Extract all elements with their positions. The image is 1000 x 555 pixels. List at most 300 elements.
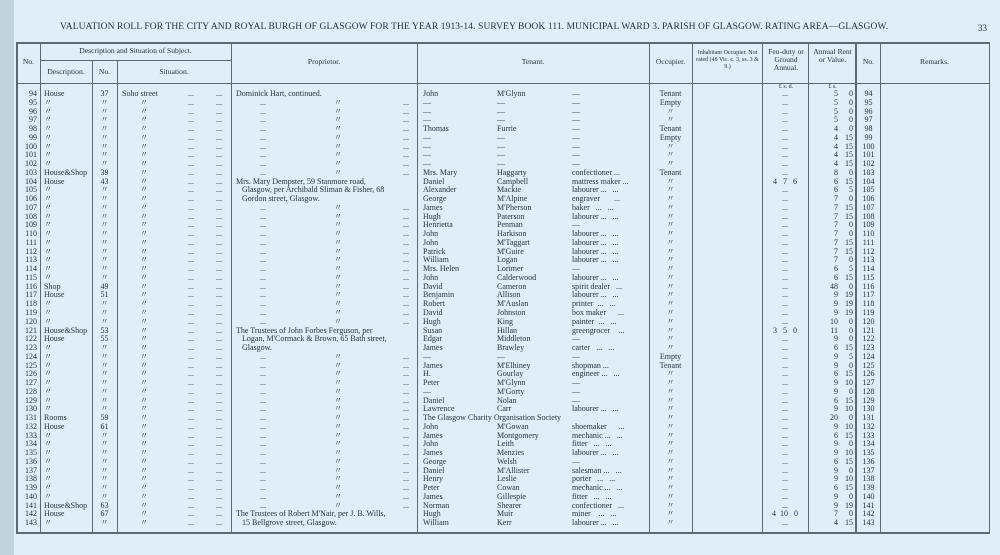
- proprietor-dots: ...: [403, 456, 409, 466]
- rent-pounds: 9: [834, 474, 838, 484]
- rent-pounds: 5: [834, 89, 838, 98]
- tenant-occupation: labourer ... ...: [572, 237, 619, 247]
- row-house-number: 61: [100, 421, 109, 431]
- proprietor-ditto: 〃: [334, 378, 342, 388]
- table-row: [0, 308, 1000, 317]
- row-house-number: 〃: [100, 150, 109, 160]
- feu-duty: ...: [782, 167, 788, 177]
- situation-dots: ...: [216, 316, 222, 326]
- situation-dots: ...: [216, 246, 222, 256]
- proprietor-dots: ...: [260, 351, 266, 361]
- proprietor-dots: ...: [403, 106, 409, 116]
- situation-dots: ...: [216, 518, 222, 528]
- proprietor-dots: ...: [260, 167, 266, 177]
- row-description: 〃: [44, 159, 52, 169]
- proprietor-dots: ...: [260, 220, 266, 230]
- rent-pounds: 6: [834, 185, 838, 195]
- tenant-surname: M'Guire: [497, 246, 524, 256]
- proprietor-dots: ...: [260, 500, 266, 510]
- tenant-first-name: James: [423, 202, 443, 212]
- row-description: 〃: [44, 255, 52, 265]
- proprietor-ditto: 〃: [334, 272, 342, 282]
- row-house-number: 〃: [100, 439, 109, 449]
- row-house-number: 〃: [100, 211, 109, 221]
- situation-dots: ...: [188, 430, 194, 440]
- tenant-surname: —: [497, 97, 505, 107]
- row-situation: 〃: [140, 115, 148, 125]
- situation-dots: ...: [216, 281, 222, 291]
- tenant-occupation: —: [572, 220, 580, 230]
- tenant-surname: Penman: [497, 220, 523, 230]
- tenant-first-name: John: [423, 439, 439, 449]
- proprietor-ditto: 〃: [334, 159, 342, 169]
- situation-dots: ...: [216, 150, 222, 160]
- row-number-right: 138: [862, 474, 875, 484]
- rent-pounds: 4: [834, 518, 838, 528]
- row-number-right: 140: [862, 491, 875, 501]
- row-number: 126: [25, 369, 37, 379]
- situation-dots: ...: [216, 211, 222, 221]
- feu-duty: ...: [782, 439, 788, 449]
- rent-pounds: 7: [834, 237, 838, 247]
- row-description: 〃: [44, 386, 52, 396]
- feu-duty: ...: [782, 421, 788, 431]
- rent-shillings: 15: [845, 430, 853, 440]
- row-description: 〃: [44, 150, 52, 160]
- row-number: 142: [25, 509, 37, 519]
- row-situation: 〃: [140, 465, 148, 475]
- occupier-status: 〃: [666, 413, 675, 423]
- row-number-right: 99: [864, 132, 873, 142]
- rent-pounds: 9: [834, 448, 838, 458]
- row-house-number: 〃: [100, 395, 109, 405]
- situation-dots: ...: [216, 132, 222, 142]
- row-house-number: 〃: [100, 202, 109, 212]
- proprietor-dots: ...: [260, 255, 266, 265]
- row-proprietor: The Trustees of John Forbes Ferguson, per: [236, 325, 373, 335]
- row-situation: 〃: [140, 378, 148, 388]
- proprietor-dots: ...: [403, 246, 409, 256]
- occupier-status: 〃: [666, 150, 675, 160]
- rent-shillings: 15: [845, 202, 853, 212]
- rent-pounds: 5: [834, 115, 838, 125]
- tenant-occupation: —: [572, 124, 580, 134]
- tenant-surname: M'Auslan: [497, 299, 529, 309]
- situation-dots: ...: [216, 500, 222, 510]
- table-row: [0, 474, 1000, 483]
- table-row: [0, 142, 1000, 151]
- header-situation: Situation.: [159, 67, 189, 76]
- tenant-first-name: John: [423, 89, 439, 98]
- row-number: 104: [25, 176, 37, 186]
- rent-shillings: 15: [845, 456, 853, 466]
- tenant-occupation: carter ... ...: [572, 343, 615, 353]
- tenant-surname: Gourlay: [497, 369, 524, 379]
- tenant-first-name: William: [423, 518, 449, 528]
- feu-duty: ...: [782, 369, 788, 379]
- row-house-number: 〃: [100, 132, 109, 142]
- situation-dots: ...: [188, 334, 194, 344]
- row-description: 〃: [44, 246, 52, 256]
- situation-dots: ...: [188, 360, 194, 370]
- row-house-number: 〃: [100, 246, 109, 256]
- tenant-first-name: George: [423, 194, 447, 204]
- rent-shillings: 15: [845, 132, 853, 142]
- occupier-status: 〃: [666, 194, 675, 204]
- tenant-surname: Campbell: [497, 176, 529, 186]
- proprietor-ditto: 〃: [334, 395, 342, 405]
- tenant-first-name: William: [423, 255, 449, 265]
- row-situation: 〃: [140, 194, 148, 204]
- tenant-first-name: —: [423, 97, 431, 107]
- situation-dots: ...: [188, 202, 194, 212]
- situation-dots: ...: [216, 124, 222, 134]
- row-house-number: 〃: [100, 474, 109, 484]
- row-description: 〃: [44, 211, 52, 221]
- row-description: 〃: [44, 456, 52, 466]
- proprietor-dots: ...: [260, 369, 266, 379]
- proprietor-dots: ...: [260, 439, 266, 449]
- row-description: 〃: [44, 430, 52, 440]
- situation-dots: ...: [188, 316, 194, 326]
- row-situation: 〃: [140, 150, 148, 160]
- row-description: Shop: [44, 281, 61, 291]
- tenant-first-name: Benjamin: [423, 290, 455, 300]
- feu-duty: ...: [782, 404, 788, 414]
- row-description: 〃: [44, 343, 52, 353]
- situation-dots: ...: [188, 132, 194, 142]
- tenant-surname: Welsh: [497, 456, 517, 466]
- occupier-status: 〃: [666, 483, 675, 493]
- situation-dots: ...: [216, 141, 222, 151]
- row-house-number: 〃: [100, 378, 109, 388]
- tenant-surname: Paterson: [497, 211, 525, 221]
- rent-shillings: 15: [845, 237, 853, 247]
- table-row: [0, 404, 1000, 413]
- tenant-surname: M'Alpine: [497, 194, 528, 204]
- tenant-surname: Kerr: [497, 518, 512, 528]
- tenant-first-name: —: [423, 386, 431, 396]
- rent-pounds: 7: [834, 211, 838, 221]
- situation-dots: ...: [216, 106, 222, 116]
- rent-pounds: 6: [834, 343, 838, 353]
- proprietor-dots: ...: [403, 115, 409, 125]
- row-description: House&Shop: [44, 325, 88, 335]
- tenant-surname: M'Allister: [497, 465, 530, 475]
- situation-dots: ...: [188, 448, 194, 458]
- tenant-occupation: labourer ... ...: [572, 246, 619, 256]
- rent-shillings: 19: [845, 299, 853, 309]
- proprietor-dots: ...: [403, 132, 409, 142]
- table-row: [0, 518, 1000, 527]
- tenant-surname: M'Elhiney: [497, 360, 531, 370]
- table-row: [0, 343, 1000, 352]
- row-number-right: 139: [862, 483, 875, 493]
- situation-dots: ...: [216, 334, 222, 344]
- row-number: 122: [25, 334, 37, 344]
- rent-pounds: 9: [834, 404, 838, 414]
- row-number: 124: [25, 351, 37, 361]
- rent-pounds: 9: [834, 439, 838, 449]
- proprietor-dots: ...: [260, 404, 266, 414]
- proprietor-ditto: 〃: [334, 491, 342, 501]
- rent-pounds: 7: [834, 220, 838, 230]
- table-row: [0, 185, 1000, 194]
- row-situation: 〃: [140, 430, 148, 440]
- tenant-occupation: mechanic ... ...: [572, 483, 623, 493]
- row-situation: 〃: [140, 404, 148, 414]
- row-description: House: [44, 89, 65, 98]
- proprietor-ditto: 〃: [334, 404, 342, 414]
- table-row: [0, 299, 1000, 308]
- tenant-occupation: fitter ... ...: [572, 439, 612, 449]
- table-row: [0, 107, 1000, 116]
- situation-dots: ...: [216, 220, 222, 230]
- situation-dots: ...: [188, 159, 194, 169]
- occupier-status: 〃: [666, 290, 675, 300]
- page-title: VALUATION ROLL FOR THE CITY AND ROYAL BURGH OF GLASGOW FOR THE YEAR 1913-14. SURVEY BOOK 111. MUNICIPAL WARD 3. PARISH OF GLASGOW. RATING AREA—GLASGOW.: [60, 22, 889, 32]
- rent-pounds: 9: [834, 334, 838, 344]
- row-number-right: 115: [862, 272, 875, 282]
- tenant-first-name: James: [423, 448, 443, 458]
- row-number: 135: [25, 448, 37, 458]
- proprietor-dots: ...: [260, 97, 266, 107]
- proprietor-ditto: 〃: [334, 369, 342, 379]
- row-number-right: 96: [864, 106, 873, 116]
- rent-pounds: 7: [834, 202, 838, 212]
- proprietor-dots: ...: [403, 290, 409, 300]
- row-number-right: 124: [862, 351, 875, 361]
- tenant-first-name: James: [423, 430, 443, 440]
- rent-pounds: 5: [834, 97, 838, 107]
- feu-duty: ...: [782, 343, 788, 353]
- tenant-occupation: salesman ... ...: [572, 465, 622, 475]
- situation-dots: ...: [188, 351, 194, 361]
- row-house-number: 〃: [100, 255, 109, 265]
- table-row: [0, 115, 1000, 124]
- rent-pounds: 9: [834, 290, 838, 300]
- table-row: [0, 483, 1000, 492]
- situation-dots: ...: [188, 237, 194, 247]
- tenant-occupation: —: [572, 141, 580, 151]
- row-house-number: 39: [100, 167, 109, 177]
- occupier-status: Empty: [659, 97, 682, 107]
- rent-pounds: 6: [834, 483, 838, 493]
- tenant-surname: —: [497, 115, 505, 125]
- occupier-status: 〃: [666, 386, 675, 396]
- row-situation: 〃: [140, 246, 148, 256]
- rent-pounds: 4: [834, 141, 838, 151]
- row-number-right: 141: [862, 500, 875, 510]
- row-number: 134: [25, 439, 37, 449]
- row-situation: 〃: [140, 211, 148, 221]
- proprietor-dots: ...: [260, 290, 266, 300]
- tenant-first-name: Hugh: [423, 509, 441, 519]
- situation-dots: ...: [188, 343, 194, 353]
- rent-shillings: 0: [849, 439, 853, 449]
- row-description: 〃: [44, 404, 52, 414]
- proprietor-dots: ...: [260, 202, 266, 212]
- situation-dots: ...: [216, 386, 222, 396]
- row-description: 〃: [44, 115, 52, 125]
- row-situation: 〃: [140, 299, 148, 309]
- row-description: 〃: [44, 308, 52, 317]
- row-number-right: 103: [862, 167, 875, 177]
- row-house-number: 〃: [100, 518, 109, 528]
- tenant-occupation: —: [572, 115, 580, 125]
- proprietor-dots: ...: [403, 430, 409, 440]
- header-proprietor: Proprietor.: [307, 57, 341, 66]
- situation-dots: ...: [216, 115, 222, 125]
- tenant-occupation: labourer ... ...: [572, 290, 619, 300]
- row-house-number: 59: [100, 413, 109, 423]
- rent-pounds: 4: [834, 159, 838, 169]
- proprietor-dots: ...: [403, 308, 409, 317]
- row-number-right: 128: [862, 386, 875, 396]
- rent-pounds: 9: [834, 308, 838, 317]
- row-number: 143: [25, 518, 37, 528]
- proprietor-ditto: 〃: [334, 150, 342, 160]
- proprietor-dots: ...: [260, 229, 266, 239]
- feu-duty: ...: [782, 89, 788, 98]
- rent-shillings: 0: [849, 316, 853, 326]
- tenant-occupation: —: [572, 456, 580, 466]
- proprietor-dots: ...: [260, 474, 266, 484]
- feu-duty: ...: [782, 448, 788, 458]
- occupier-status: Tenant: [659, 89, 682, 98]
- row-number-right: 114: [862, 264, 875, 274]
- occupier-status: 〃: [666, 220, 675, 230]
- rent-shillings: 15: [845, 272, 853, 282]
- tenant-first-name: Henry: [423, 474, 443, 484]
- rent-shillings: 19: [845, 500, 853, 510]
- table-row: [0, 352, 1000, 361]
- row-house-number: 〃: [100, 456, 109, 466]
- proprietor-dots: ...: [260, 272, 266, 282]
- occupier-status: 〃: [666, 325, 675, 335]
- proprietor-ditto: 〃: [334, 167, 342, 177]
- header-description: Description.: [47, 67, 85, 76]
- row-number: 125: [25, 360, 37, 370]
- row-number: 113: [25, 255, 37, 265]
- row-description: 〃: [44, 474, 52, 484]
- proprietor-dots: ...: [260, 386, 266, 396]
- proprietor-ditto: 〃: [334, 413, 342, 423]
- row-situation: 〃: [140, 220, 148, 230]
- tenant-surname: Cowan: [497, 483, 520, 493]
- tenant-occupation: —: [572, 97, 580, 107]
- row-number: 112: [25, 246, 37, 256]
- situation-dots: ...: [188, 518, 194, 528]
- tenant-occupation: —: [572, 395, 580, 405]
- feu-units: £ s. d.: [778, 84, 794, 90]
- tenant-surname: Gillespie: [497, 491, 526, 501]
- proprietor-ditto: 〃: [334, 290, 342, 300]
- tenant-surname: —: [497, 351, 505, 361]
- rent-shillings: 15: [845, 343, 853, 353]
- feu-duty: ...: [782, 386, 788, 396]
- occupier-status: 〃: [666, 378, 675, 388]
- occupier-status: 〃: [666, 115, 675, 125]
- situation-dots: ...: [216, 395, 222, 405]
- row-situation: 〃: [140, 255, 148, 265]
- situation-dots: ...: [216, 465, 222, 475]
- table-row: [0, 282, 1000, 291]
- row-description: 〃: [44, 483, 52, 493]
- situation-dots: ...: [188, 255, 194, 265]
- proprietor-dots: ...: [403, 211, 409, 221]
- row-situation: Soho street: [122, 89, 158, 98]
- proprietor-dots: ...: [260, 421, 266, 431]
- tenant-surname: Logan: [497, 255, 518, 265]
- situation-dots: ...: [188, 246, 194, 256]
- row-number-right: 129: [862, 395, 875, 405]
- table-row: [0, 238, 1000, 247]
- row-house-number: 〃: [100, 430, 109, 440]
- row-number-right: 131: [862, 413, 875, 423]
- situation-dots: ...: [216, 229, 222, 239]
- situation-dots: ...: [216, 167, 222, 177]
- row-situation: 〃: [140, 421, 148, 431]
- row-situation: 〃: [140, 97, 148, 107]
- header-no: No.: [22, 57, 35, 66]
- tenant-occupation: shopman ...: [572, 360, 609, 370]
- rent-pounds: 10: [830, 316, 838, 326]
- row-house-number: 51: [100, 290, 109, 300]
- tenant-first-name: Susan: [423, 325, 443, 335]
- rent-pounds: 7: [834, 229, 838, 239]
- occupier-status: 〃: [666, 246, 675, 256]
- feu-duty: 4 7 6: [773, 176, 797, 186]
- table-row: [0, 413, 1000, 422]
- row-description: House&Shop: [44, 500, 88, 510]
- feu-duty: ...: [782, 141, 788, 151]
- situation-dots: ...: [188, 404, 194, 414]
- tenant-first-name: Henrietta: [423, 220, 453, 230]
- rent-pounds: 9: [834, 421, 838, 431]
- proprietor-ditto: 〃: [334, 237, 342, 247]
- occupier-status: Tenant: [659, 167, 682, 177]
- proprietor-dots: ...: [403, 124, 409, 134]
- situation-dots: ...: [216, 439, 222, 449]
- occupier-status: 〃: [666, 343, 675, 353]
- feu-duty: ...: [782, 413, 788, 423]
- rent-shillings: 0: [849, 386, 853, 396]
- rent-pounds: 6: [834, 176, 838, 186]
- situation-dots: ...: [216, 360, 222, 370]
- rent-pounds: 9: [834, 465, 838, 475]
- occupier-status: 〃: [666, 439, 675, 449]
- rent-shillings: 10: [845, 474, 853, 484]
- table-bottom-border: [16, 532, 990, 534]
- proprietor-dots: ...: [260, 211, 266, 221]
- row-situation: 〃: [140, 509, 148, 519]
- row-number-right: 106: [862, 194, 875, 204]
- feu-duty: ...: [782, 211, 788, 221]
- tenant-surname: Carr: [497, 404, 512, 414]
- proprietor-dots: ...: [260, 413, 266, 423]
- rent-shillings: 0: [849, 325, 853, 335]
- row-situation: 〃: [140, 395, 148, 405]
- row-proprietor: Dominick Hart, continued.: [236, 89, 322, 98]
- row-number: 129: [25, 395, 37, 405]
- situation-dots: ...: [188, 299, 194, 309]
- rent-pounds: 9: [834, 386, 838, 396]
- row-number: 119: [25, 308, 37, 317]
- proprietor-dots: ...: [403, 404, 409, 414]
- proprietor-dots: ...: [403, 413, 409, 423]
- proprietor-ditto: 〃: [334, 246, 342, 256]
